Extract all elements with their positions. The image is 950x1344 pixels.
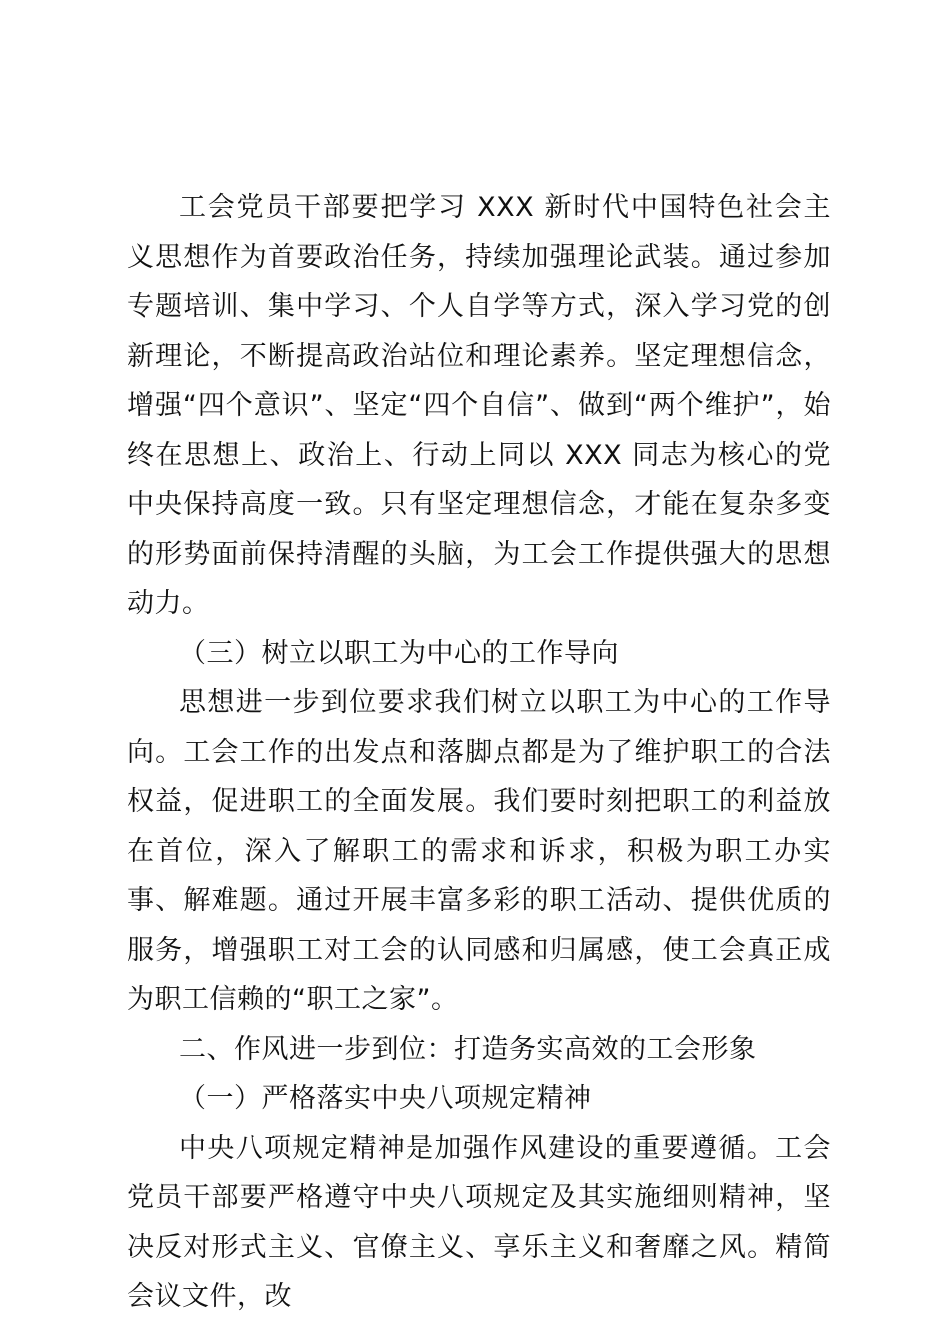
document-body <box>127 183 831 1322</box>
paragraph-theory-study: 工会党员干部要把学习 XXX 新时代中国特色社会主义思想作为首要政治任务，持续加强理论武装。通过参加专题培训、集中学习、个人自学等方式，深入学习党的创新理论，不断提高政治站位和理论素养。坚定理想信念，增强“四个意识”、坚定“四个自信”、做到“两个维护”，始终在思想上、政治上、行动上同以 XXX 同志为核心的党中央保持高度一致。只有坚定理想信念，才能在复杂多变的形势面前保持清醒的头脑，为工会工作提供强大的思想动力。 <box>127 192 831 619</box>
paragraph-worker-centered: 思想进一步到位要求我们树立以职工为中心的工作导向。工会工作的出发点和落脚点都是为了维护职工的合法权益，促进职工的全面发展。我们要时刻把职工的利益放在首位，深入了解职工的需求和诉求，积极为职工办实事、解难题。通过开展丰富多彩的职工活动、提供优质的服务，增强职工对工会的认同感和归属感，使工会真正成为职工信赖的“职工之家”。 <box>127 687 831 1015</box>
subheading-worker-centered: （三）树立以职工为中心的工作导向 <box>179 637 619 669</box>
section-heading-work-style: 二、作风进一步到位：打造务实高效的工会形象 <box>179 1033 757 1065</box>
subheading-eight-rules: （一）严格落实中央八项规定精神 <box>179 1083 592 1114</box>
paragraph-eight-rules: 中央八项规定精神是加强作风建设的重要遵循。工会党员干部要严格遵守中央八项规定及其实施细则精神，坚决反对形式主义、官僚主义、享乐主义和奢靡之风。精简会议文件，改 <box>127 1132 831 1312</box>
